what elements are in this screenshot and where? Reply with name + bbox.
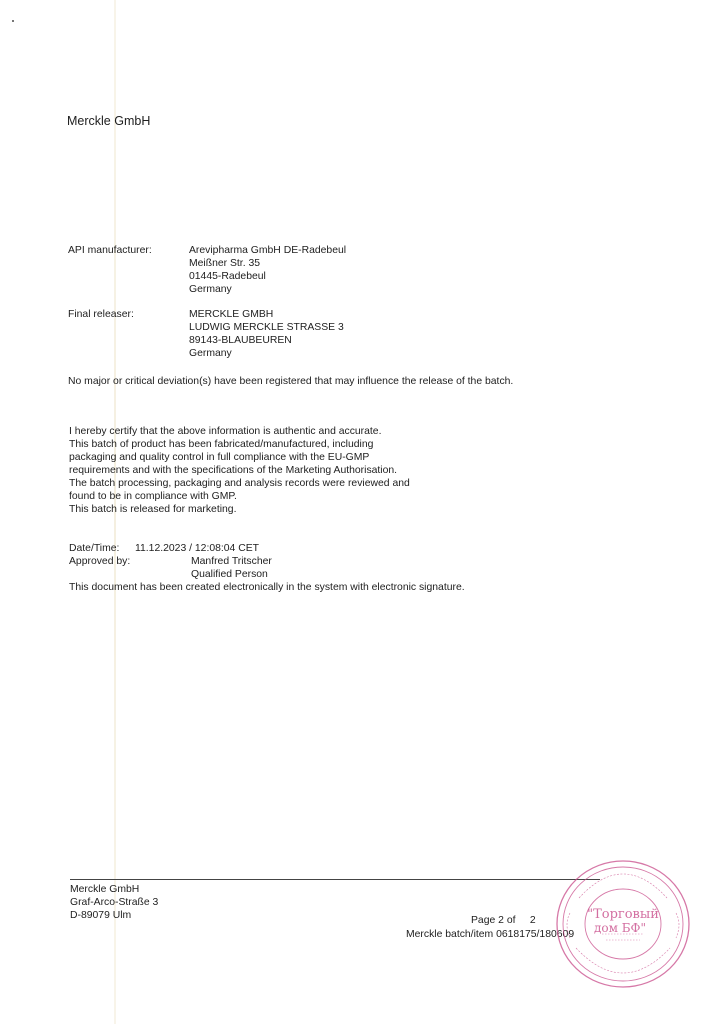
certification-line: This batch is released for marketing. — [69, 504, 237, 515]
datetime-value: 11.12.2023 / 12:08:04 CET — [135, 543, 260, 554]
certification-line: The batch processing, packaging and analysis records were reviewed and — [69, 478, 410, 489]
certification-line: This batch of product has been fabricated/manufactured, including — [69, 439, 374, 450]
seal-stamp-icon — [554, 858, 692, 990]
certification-line: I hereby certify that the above information is authentic and accurate. — [69, 426, 382, 437]
stamp-text-line: "Торговый — [587, 907, 659, 922]
address-line: Germany — [189, 284, 232, 295]
footer-address-line: Graf-Arco-Straße 3 — [70, 897, 159, 908]
certification-line: requirements and with the specifications of the Marketing Authorisation. — [69, 465, 398, 476]
address-line: MERCKLE GMBH — [189, 309, 274, 320]
header-company-name: Merckle GmbH — [67, 114, 151, 128]
electronic-signature-note: This document has been created electronically in the system with electronic signature. — [69, 582, 465, 593]
footer-address — [70, 883, 158, 922]
deviation-statement: No major or critical deviation(s) have been registered that may influence the release of the batch. — [68, 376, 514, 387]
final-releaser-address — [189, 308, 344, 360]
datetime-label: Date/Time: — [69, 543, 120, 554]
page-number: Page 2 of 2 — [471, 915, 536, 926]
footer-divider — [70, 879, 600, 880]
certification-line: packaging and quality control in full compliance with the EU-GMP — [69, 452, 370, 463]
scan-speck — [12, 20, 14, 22]
footer-address-line: Merckle GmbH — [70, 884, 140, 895]
certification-paragraph — [69, 425, 410, 516]
api-manufacturer-label: API manufacturer: — [68, 245, 152, 256]
approved-by-label: Approved by: — [69, 556, 131, 567]
address-line: 89143-BLAUBEUREN — [189, 335, 292, 346]
batch-number: Merckle batch/item 0618175/180609 — [406, 929, 575, 940]
api-manufacturer-address — [189, 244, 346, 296]
address-line: 01445-Radebeul — [189, 271, 266, 282]
approver-role: Qualified Person — [191, 569, 268, 580]
address-line: LUDWIG MERCKLE STRASSE 3 — [189, 322, 344, 333]
stamp-text-line: дом БФ" — [593, 921, 647, 935]
approver-name: Manfred Tritscher — [191, 556, 272, 567]
address-line: Arevipharma GmbH DE-Radebeul — [189, 245, 347, 256]
address-line: Germany — [189, 348, 232, 359]
address-line: Meißner Str. 35 — [189, 258, 261, 269]
final-releaser-label: Final releaser: — [68, 309, 134, 320]
certification-line: found to be in compliance with GMP. — [69, 491, 237, 502]
footer-address-line: D-89079 Ulm — [70, 910, 132, 921]
